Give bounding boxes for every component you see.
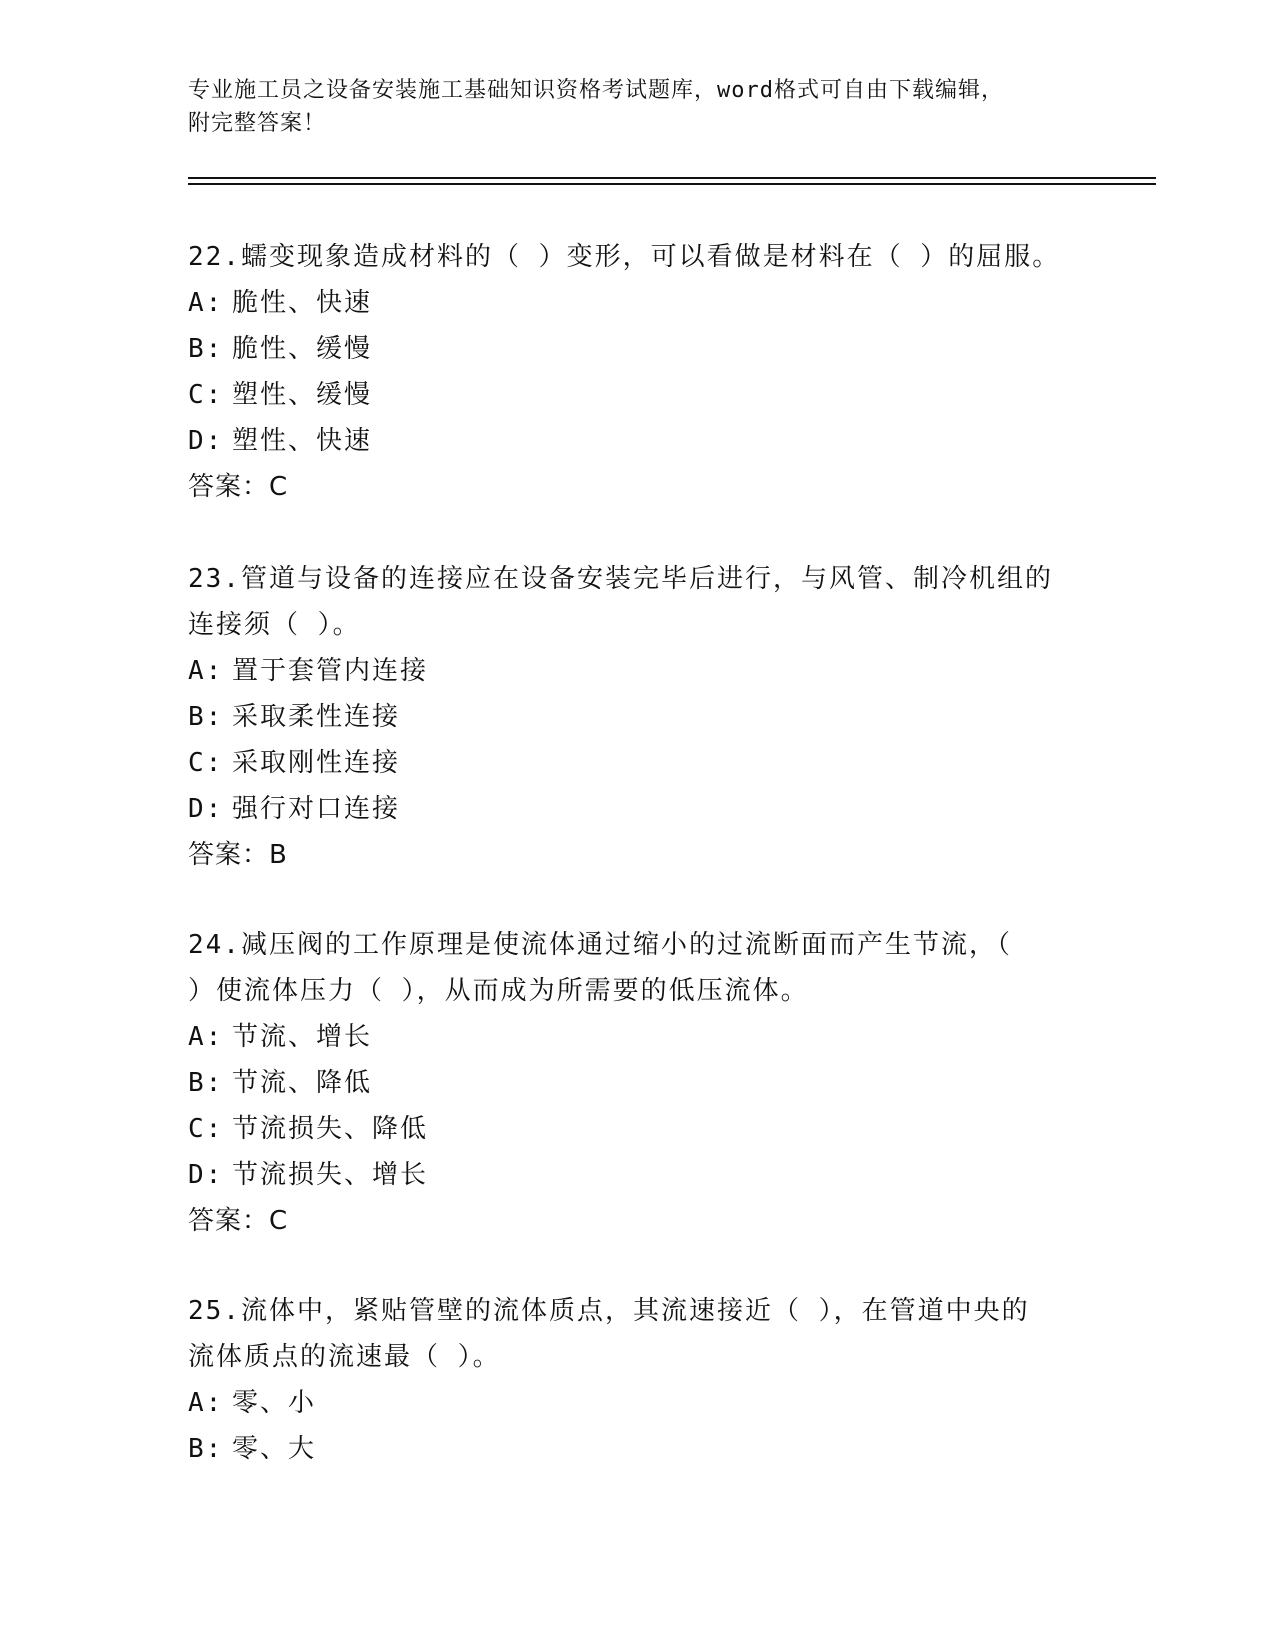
question-stem: 23.管道与设备的连接应在设备安装完毕后进行，与风管、制冷机组的 xyxy=(188,564,1053,594)
question-stem: 流体质点的流速最（ ）。 xyxy=(188,1342,501,1372)
option-text: 脆性、快速 xyxy=(232,288,373,318)
option-text: 采取柔性连接 xyxy=(232,702,401,732)
option-letter: A: xyxy=(188,1388,224,1418)
option-b xyxy=(188,1060,1088,1106)
answer-line: 答案：C xyxy=(188,1206,289,1236)
option-b xyxy=(188,694,1088,740)
option-text: 节流、增长 xyxy=(232,1022,373,1052)
option-text: 节流、降低 xyxy=(232,1068,373,1098)
option-b xyxy=(188,326,1088,372)
option-letter: B: xyxy=(188,1068,224,1098)
answer-line: 答案：C xyxy=(188,472,289,502)
option-text: 塑性、快速 xyxy=(232,426,373,456)
option-letter: C: xyxy=(188,380,224,410)
option-letter: C: xyxy=(188,1114,224,1144)
option-a xyxy=(188,280,1088,326)
option-c xyxy=(188,372,1088,418)
option-text: 节流损失、增长 xyxy=(232,1160,429,1190)
option-letter: D: xyxy=(188,794,224,824)
option-letter: B: xyxy=(188,702,224,732)
option-a xyxy=(188,1014,1088,1060)
option-letter: A: xyxy=(188,656,224,686)
option-letter: C: xyxy=(188,748,224,778)
option-c xyxy=(188,1106,1088,1152)
option-a xyxy=(188,1380,1088,1426)
option-letter: B: xyxy=(188,334,224,364)
question-22 xyxy=(188,234,1088,510)
question-stem: 24.减压阀的工作原理是使流体通过缩小的过流断面而产生节流，（ xyxy=(188,930,1012,960)
header-line: 专业施工员之设备安装施工基础知识资格考试题库，word格式可自由下载编辑， xyxy=(188,78,1004,103)
option-text: 塑性、缓慢 xyxy=(232,380,373,410)
option-letter: A: xyxy=(188,288,224,318)
question-stem: 连接须（ ）。 xyxy=(188,610,361,640)
option-letter: D: xyxy=(188,1160,224,1190)
header-divider xyxy=(188,183,1156,185)
question-stem: ）使流体压力（ ），从而成为所需要的低压流体。 xyxy=(188,976,809,1006)
question-stem: 25.流体中，紧贴管壁的流体质点，其流速接近（ ），在管道中央的 xyxy=(188,1296,1030,1326)
option-d xyxy=(188,1152,1088,1198)
answer-line: 答案：B xyxy=(188,840,288,870)
option-text: 置于套管内连接 xyxy=(232,656,429,686)
option-c xyxy=(188,740,1088,786)
option-text: 节流损失、降低 xyxy=(232,1114,429,1144)
header-line: 附完整答案！ xyxy=(188,111,327,136)
question-24 xyxy=(188,922,1088,1244)
header-divider xyxy=(188,177,1156,179)
option-letter: D: xyxy=(188,426,224,456)
option-text: 脆性、缓慢 xyxy=(232,334,373,364)
option-a xyxy=(188,648,1088,694)
option-b xyxy=(188,1426,1088,1472)
question-25 xyxy=(188,1288,1088,1472)
option-text: 强行对口连接 xyxy=(232,794,401,824)
option-text: 零、小 xyxy=(232,1388,317,1418)
option-text: 采取刚性连接 xyxy=(232,748,401,778)
question-23 xyxy=(188,556,1088,878)
option-text: 零、大 xyxy=(232,1434,317,1464)
question-stem: 22.蠕变现象造成材料的（ ）变形，可以看做是材料在（ ）的屈服。 xyxy=(188,242,1061,272)
option-d xyxy=(188,786,1088,832)
option-letter: B: xyxy=(188,1434,224,1464)
option-letter: A: xyxy=(188,1022,224,1052)
option-d xyxy=(188,418,1088,464)
document-header xyxy=(188,74,1088,140)
